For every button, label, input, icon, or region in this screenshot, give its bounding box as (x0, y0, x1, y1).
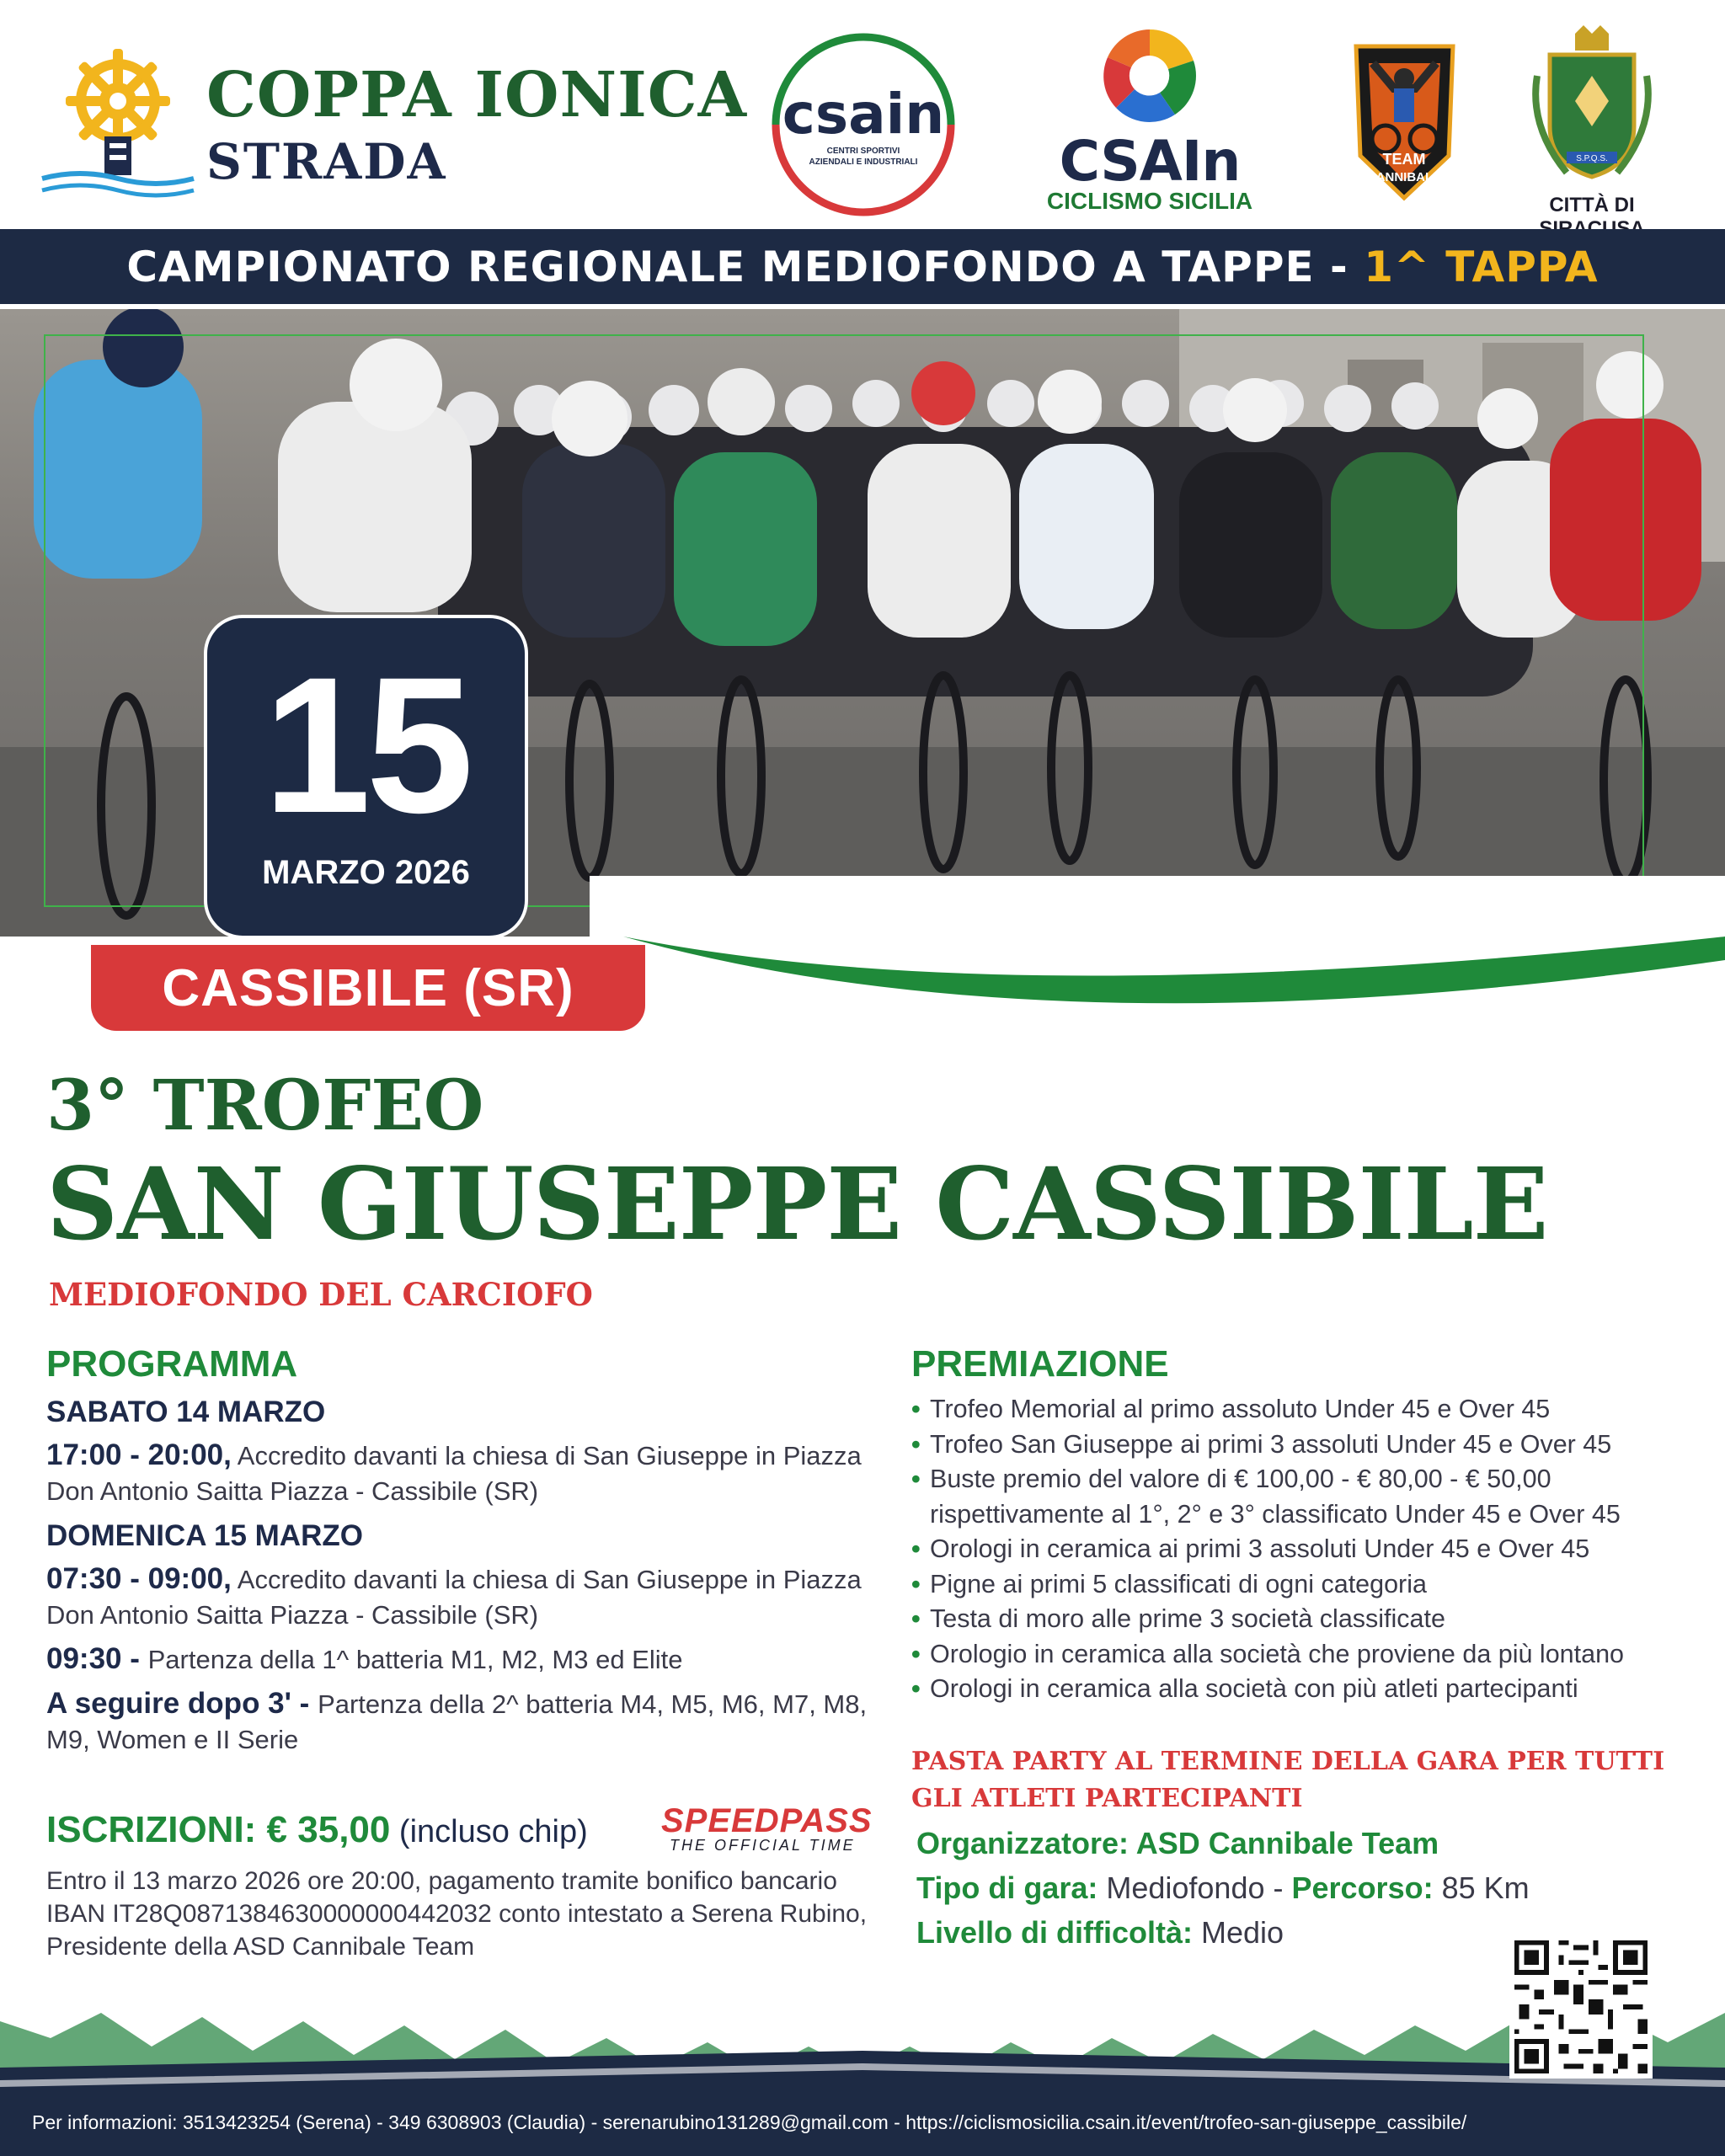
csain-swirl-icon (1032, 24, 1268, 133)
day2-heading: DOMENICA 15 MARZO (46, 1519, 363, 1552)
programma-section (46, 1343, 889, 1758)
csain-word: csain (782, 82, 945, 147)
city-motto: S.P.Q.S. (1576, 154, 1608, 163)
trophy-subtitle: MEDIOFONDO DEL CARCIOFO (49, 1276, 593, 1313)
premiazione-title: PREMIAZIONE (911, 1343, 1169, 1385)
iscrizioni-title: ISCRIZIONI: € 35,00 (46, 1809, 391, 1850)
iscrizioni-section (46, 1802, 889, 1963)
csain-ciclismo-logo (1032, 24, 1268, 217)
start2-time: A seguire dopo 3' - (46, 1687, 318, 1720)
day2-line (46, 1561, 889, 1633)
footer-bar (0, 2089, 1725, 2156)
day1-time: 17:00 - 20:00, (46, 1438, 232, 1471)
prize-item: • Orologi in ceramica ai primi 3 assoluti Under 45 e Over 45 (911, 1532, 1703, 1567)
citta-di-siracusa-logo (1516, 25, 1668, 219)
start2-line (46, 1686, 889, 1758)
start1-time: 09:30 - (46, 1642, 148, 1675)
difficulty-label: Livello di difficoltà: (916, 1915, 1194, 1950)
prize-item: • Buste premio del valore di € 100,00 - € 80,00 - € 50,00 rispettivamente al 1°, 2° e 3° classificato Under 45 e Over 45 (911, 1462, 1703, 1532)
city-name: CITTÀ DI (1549, 194, 1635, 216)
trophy-number: 3° TROFEO (46, 1065, 484, 1146)
banner-main: CAMPIONATO REGIONALE MEDIOFONDO A TAPPE - (126, 242, 1365, 291)
csain-sub-2: AZIENDALI E INDUSTRIALI (809, 157, 918, 167)
day1-text: Accredito davanti la chiesa di San Giuseppe in Piazza Don Antonio Saitta Piazza - Cassibile (SR) (46, 1441, 862, 1506)
programma-title: PROGRAMMA (46, 1343, 298, 1385)
csain2-word: CSAIn (1059, 129, 1241, 194)
banner-text (126, 243, 1598, 291)
race-type-value: Mediofondo - (1097, 1870, 1292, 1905)
place-text: CASSIBILE (SR) (162, 958, 574, 1017)
pasta-party-note: PASTA PARTY AL TERMINE DELLA GARA PER TUTTI GLI ATLETI PARTECIPANTI (911, 1747, 1665, 1813)
start1-line (46, 1641, 889, 1678)
premiazione-list (911, 1392, 1703, 1707)
championship-banner (0, 229, 1725, 309)
premiazione-section (911, 1343, 1703, 1707)
race-type-label: Tipo di gara: (916, 1870, 1098, 1905)
route-label: Percorso: (1291, 1870, 1434, 1905)
prize-item: • Testa di moro alle prime 3 società classificate (911, 1602, 1703, 1637)
route-value: 85 Km (1433, 1870, 1530, 1905)
ship-wheel-icon (34, 42, 202, 202)
prize-item: • Trofeo San Giuseppe ai primi 3 assoluti Under 45 e Over 45 (911, 1428, 1703, 1463)
date-day: 15 (263, 637, 469, 853)
date-badge (204, 615, 528, 939)
difficulty-value: Medio (1193, 1915, 1284, 1950)
csain-sub-1: CENTRI SPORTIVI (826, 147, 900, 156)
iscrizioni-text: Entro il 13 marzo 2026 ore 20:00, pagamento tramite bonifico bancario IBAN IT28Q0871384630000000442032 conto intestato a Serena Rubino, Presidente della ASD Cannibale Team (46, 1867, 868, 1961)
csain-logo (762, 25, 964, 219)
iscrizioni-note: (incluso chip) (390, 1814, 588, 1849)
header-logos (0, 0, 1725, 229)
speedpass-logo (661, 1802, 905, 1861)
speedpass-word: SPEEDPASS (661, 1802, 873, 1839)
place-badge (91, 945, 645, 1031)
date-month: MARZO 2026 (262, 854, 470, 891)
prize-item: • Trofeo Memorial al primo assoluto Under 45 e Over 45 (911, 1392, 1703, 1428)
city-crest-icon (1516, 25, 1668, 189)
prize-item: • Pigne ai primi 5 classificati di ogni categoria (911, 1567, 1703, 1603)
organizer-line (916, 1821, 1708, 1865)
start1-text: Partenza della 1^ batteria M1, M2, M3 ed Elite (147, 1645, 683, 1674)
day2-text: Accredito davanti la chiesa di San Giuseppe in Piazza Don Antonio Saitta Piazza - Cassibile (SR) (46, 1565, 862, 1630)
csain2-subtitle: CICLISMO SICILIA (1046, 188, 1253, 214)
prize-item: • Orologio in ceramica alla società che proviene da più lontano (911, 1637, 1703, 1673)
prize-item: • Orologi in ceramica alla società con più atleti partecipanti (911, 1672, 1703, 1707)
day1-line (46, 1438, 889, 1509)
start2-text: Partenza della 2^ batteria M4, M5, M6, M7, M8, M9, Women e II Serie (46, 1689, 868, 1754)
coppa-ionica-logo (34, 42, 748, 202)
banner-accent: 1^ TAPPA (1364, 242, 1599, 291)
qr-code[interactable] (1509, 1935, 1653, 2079)
team-text-1: TEAM (1382, 151, 1426, 168)
speedpass-sub: THE OFFICIAL TIME (670, 1837, 856, 1854)
coppa-title: COPPA IONICA (206, 59, 748, 131)
team-cannibale-logo (1348, 29, 1461, 206)
day1-heading: SABATO 14 MARZO (46, 1396, 326, 1428)
race-type-line (916, 1865, 1708, 1910)
trophy-name: SAN GIUSEPPE CASSIBILE (46, 1145, 1548, 1262)
team-text-2: CANNIBALE (1366, 170, 1442, 184)
organizer-label: Organizzatore: ASD Cannibale Team (916, 1826, 1439, 1860)
day2-time: 07:30 - 09:00, (46, 1562, 232, 1595)
coppa-subtitle: STRADA (206, 133, 447, 190)
footer-contact: Per informazioni: 3513423254 (Serena) - 349 6308903 (Claudia) - serenarubino131289@gmail.com - https://ciclismosicilia.csain.it/event/trofeo-san-giuseppe_cassibile/ (32, 2111, 1467, 2133)
